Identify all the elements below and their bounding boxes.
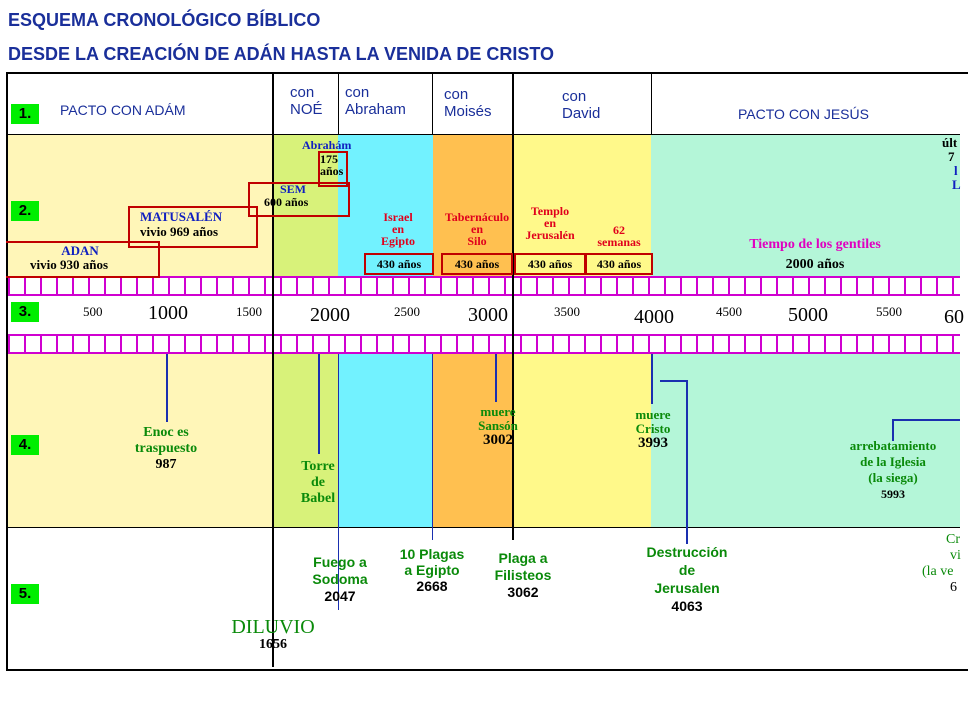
- period-box-2: 430 años: [441, 253, 513, 275]
- sanson-label: muere Sansón 3002: [478, 404, 518, 448]
- tick-4000: 4000: [634, 306, 674, 328]
- era-line-noe: [272, 74, 274, 667]
- abraham-name: Abrahám: [302, 138, 352, 152]
- row-number-1: 1.: [11, 104, 39, 124]
- period-box-4: 430 años: [585, 253, 653, 275]
- row-number-4: 4.: [11, 435, 39, 455]
- tick-1000: 1000: [148, 302, 188, 324]
- semanas-label: 62 semanas: [597, 223, 641, 249]
- ruler-bottom-strip: [8, 334, 960, 354]
- tick-1500: 1500: [236, 304, 262, 319]
- pact-moises: con Moisés: [444, 86, 492, 120]
- tick-500: 500: [83, 304, 103, 319]
- plagas-label: 10 Plagas a Egipto 2668: [399, 546, 465, 594]
- cristo-connector: [651, 354, 653, 404]
- row-number-2: 2.: [11, 201, 39, 221]
- cristo-label: muere Cristo 3993: [635, 407, 671, 451]
- tick-3500: 3500: [554, 304, 580, 319]
- enoc-connector: [166, 354, 168, 422]
- tabernaculo-label: Tabernáculo en Silo: [444, 210, 510, 248]
- plagas-connector: [432, 354, 433, 540]
- filisteos-label: Plaga a Filisteos 3062: [494, 550, 552, 600]
- arrebatamiento-label: arrebatamiento de la Iglesia (la siega) 5993: [849, 438, 937, 501]
- israel-egipto-label: Israel en Egipto: [380, 210, 415, 248]
- title-line1: ESQUEMA CRONOLÓGICO BÍBLICO: [8, 10, 321, 30]
- abraham-years: 175 años: [320, 152, 344, 178]
- row-number-3: 3.: [11, 302, 39, 322]
- enoc-label: Enoc es traspuesto 987: [134, 425, 198, 472]
- pact-noe: con NOÉ: [290, 84, 323, 118]
- period-box-1: 430 años: [364, 253, 434, 275]
- divider-row4: [8, 527, 960, 528]
- tick-5500: 5500: [876, 304, 902, 319]
- pact-abraham: con Abraham: [345, 84, 406, 118]
- gentiles-label: Tiempo de los gentiles 2000 años: [749, 237, 881, 272]
- era-line-abraham: [338, 74, 339, 135]
- sodoma-label: Fuego a Sodoma 2047: [312, 554, 368, 604]
- tick-3000: 3000: [468, 304, 508, 326]
- ruler-top-strip: [8, 276, 960, 296]
- pact-adam: PACTO CON ADÁM: [60, 102, 186, 118]
- arrebatamiento-connector-h: [892, 419, 960, 421]
- title-line2: DESDE LA CREACIÓN DE ADÁN HASTA LA VENIDA DE CRISTO: [8, 44, 555, 64]
- pact-david: con David: [562, 88, 601, 122]
- tick-2000: 2000: [310, 304, 350, 326]
- tick-4500: 4500: [716, 304, 742, 319]
- tick-5000: 5000: [788, 304, 828, 326]
- pact-jesus: PACTO CON JESÚS: [738, 106, 869, 122]
- destruccion-connector: [686, 380, 688, 544]
- divider-row1: [8, 134, 960, 135]
- tick-2500: 2500: [394, 304, 420, 319]
- tick-6000: 60: [944, 306, 964, 328]
- templo-label: Templo en Jerusalén: [525, 204, 575, 242]
- destruccion-label: Destrucción de Jerusalen 4063: [646, 544, 728, 614]
- period-box-3: 430 años: [514, 253, 586, 275]
- adan-label: ADAN vivio 930 años: [30, 243, 109, 272]
- torre-label: Torre de Babel: [300, 459, 336, 506]
- row5-edge-text: Cr vi (la ve 6: [922, 532, 961, 595]
- diluvio-label: DILUVIO 1656: [231, 616, 315, 652]
- row2-edge-text: últ 7 l L: [942, 135, 961, 192]
- sanson-connector: [495, 354, 497, 402]
- era-line-moises: [432, 74, 433, 135]
- era-line-jesus: [651, 74, 652, 135]
- babel-connector: [318, 354, 320, 454]
- matusalen-label: MATUSALÉN vivio 969 años: [140, 209, 223, 239]
- row-number-5: 5.: [11, 584, 39, 604]
- destruccion-connector-h: [660, 380, 688, 382]
- ruler-scale: [8, 296, 964, 334]
- sem-label: SEM 600 años: [264, 182, 309, 209]
